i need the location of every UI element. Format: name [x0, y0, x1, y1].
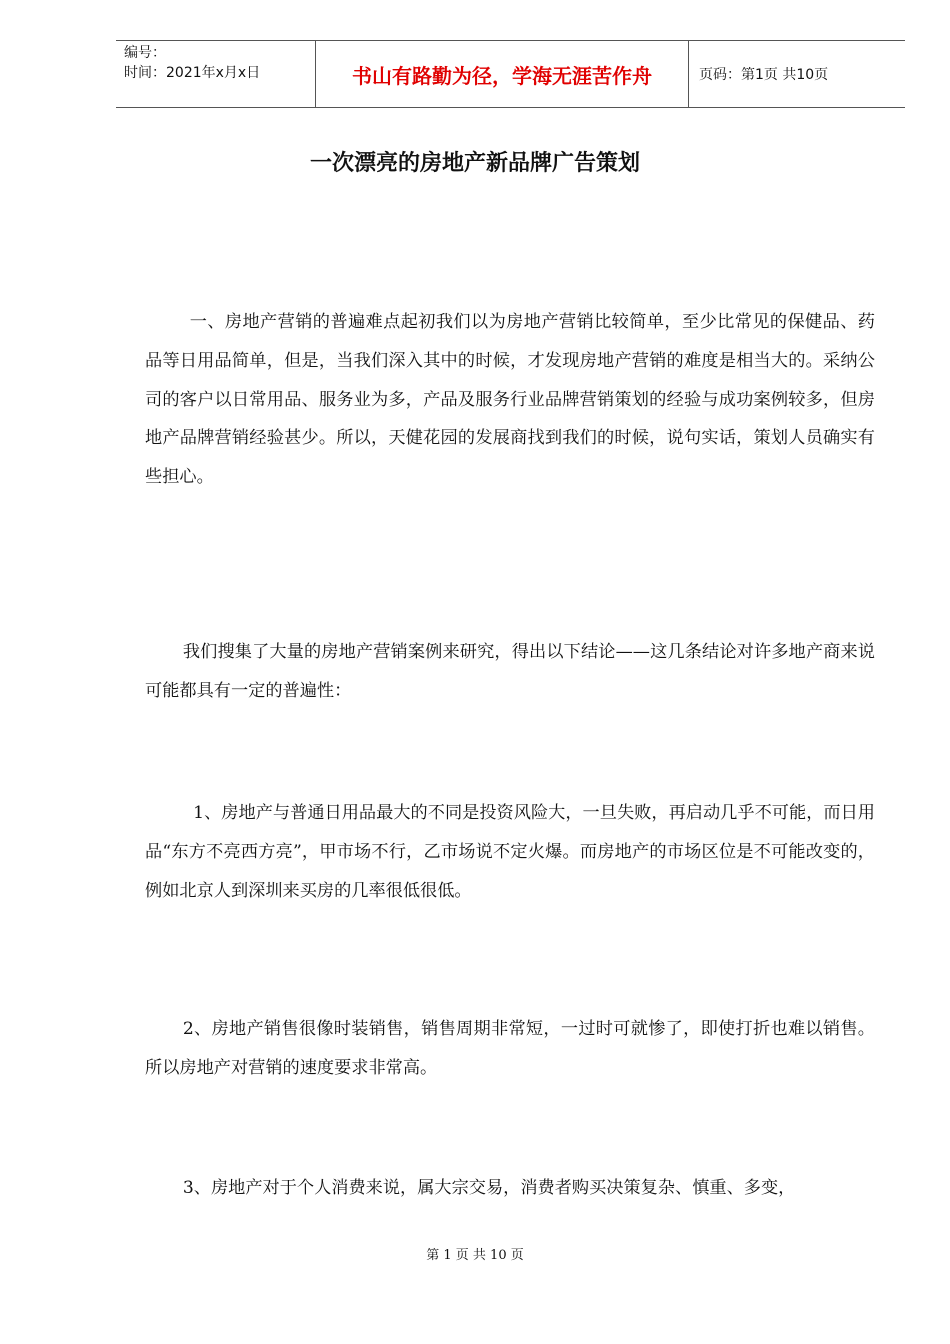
- paragraph-intro: 一、房地产营销的普遍难点起初我们以为房地产营销比较简单，至少比常见的保健品、药品等日用品简单，但是，当我们深入其中的时候，才发现房地产营销的难度是相当大的。采纳公司的客户以日常用品、服务业为多，产品及服务行业品牌营销策划的经验与成功案例较多，但房地产品牌营销经验甚少。所以，天健花园的发展商找到我们的时候，说句实话，策划人员确实有些担心。: [145, 312, 875, 488]
- header-page-info: 页码：第1页 共10页: [699, 67, 829, 83]
- document-header: [116, 40, 905, 108]
- document-title: 一次漂亮的房地产新品牌广告策划: [309, 150, 640, 176]
- header-meta-cell: [116, 41, 316, 107]
- paragraph-point-2: 2、房地产销售很像时装销售，销售周期非常短，一过时可就惨了，即使打折也难以销售。所以房地产对营销的速度要求非常高。: [145, 1019, 875, 1078]
- paragraph-point-1: 1、房地产与普通日用品最大的不同是投资风险大，一旦失败，再启动几乎不可能，而日用品“东方不亮西方亮”，甲市场不行，乙市场说不定火爆。而房地产的市场区位是不可能改变的，例如北京人到深圳来买房的几率很低很低。: [145, 803, 875, 901]
- header-motto: 书山有路勤为径，学海无涯苦作舟: [352, 64, 652, 88]
- serial-number-label: 编号：: [124, 45, 166, 61]
- header-motto-cell: [316, 41, 689, 107]
- paragraph-conclusion: 我们搜集了大量的房地产营销案例来研究，得出以下结论——这几条结论对许多地产商来说可能都具有一定的普遍性：: [145, 642, 875, 701]
- header-page-cell: [689, 41, 905, 107]
- paragraph-point-3: 3、房地产对于个人消费来说，属大宗交易，消费者购买决策复杂、慎重、多变，: [182, 1178, 796, 1198]
- date-label: 时间：2021年x月x日: [124, 65, 261, 81]
- page-footer: 第 1 页 共 10 页: [426, 1248, 524, 1263]
